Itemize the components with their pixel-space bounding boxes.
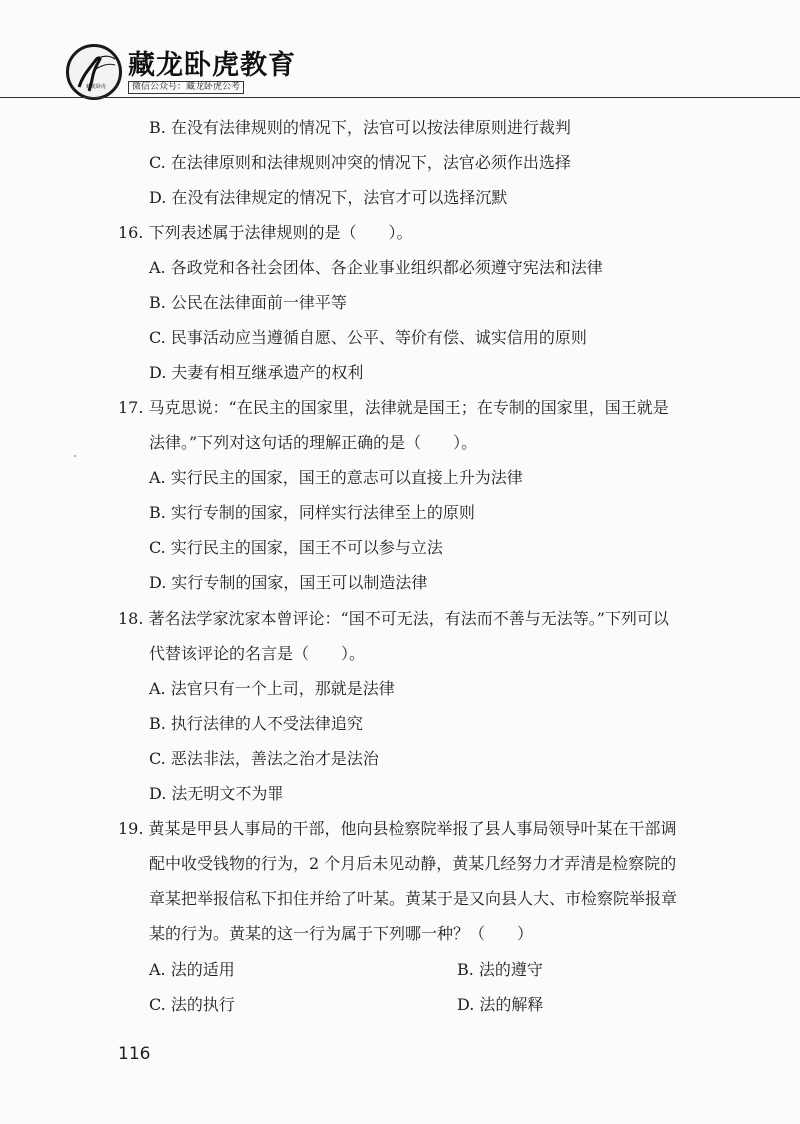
q19-option-c: C. 法的执行	[149, 995, 235, 1014]
brand-subline: 微信公众号：藏龙卧虎公考	[128, 81, 244, 94]
q19-stem-line2: 配中收受钱物的行为，2 个月后未见动静，黄某几经努力才弄清是检察院的	[149, 854, 677, 873]
q19-option-a: A. 法的适用	[149, 960, 235, 979]
q18-stem-line2: 代替该评论的名言是（ ）。	[149, 644, 366, 663]
q19-stem-line1: 19. 黄某是甲县人事局的干部，他向县检察院举报了县人事局领导叶某在干部调	[118, 819, 677, 838]
q18-option-d: D. 法无明文不为罪	[149, 784, 284, 803]
q17-option-a: A. 实行民主的国家，国王的意志可以直接上升为法律	[149, 468, 523, 487]
q17-option-c: C. 实行民主的国家，国王不可以参与立法	[149, 538, 443, 557]
brand-title: 藏龙卧虎教育	[128, 50, 296, 81]
q15-option-c: C. 在法律原则和法律规则冲突的情况下，法官必须作出选择	[149, 153, 571, 172]
q15-option-b: B. 在没有法律规则的情况下，法官可以按法律原则进行裁判	[149, 118, 571, 137]
q18-option-a: A. 法官只有一个上司，那就是法律	[149, 679, 395, 698]
q16-option-b: B. 公民在法律面前一律平等	[149, 293, 347, 312]
q16-option-a: A. 各政党和各社会团体、各企业事业组织都必须遵守宪法和法律	[149, 258, 603, 277]
q17-option-b: B. 实行专制的国家，同样实行法律至上的原则	[149, 503, 475, 522]
q16-stem: 16. 下列表述属于法律规则的是（ ）。	[118, 223, 413, 242]
q19-stem-line3: 章某把举报信私下扣住并给了叶某。黄某于是又向县人大、市检察院举报章	[149, 889, 678, 908]
header-divider	[0, 97, 800, 98]
q17-stem-line1: 17. 马克思说：“在民主的国家里，法律就是国王；在专制的国家里，国王就是	[118, 398, 669, 417]
q19-option-b: B. 法的遵守	[457, 960, 543, 979]
q18-stem-line1: 18. 著名法学家沈家本曾评论：“国不可无法，有法而不善与无法等。”下列可以	[118, 609, 669, 628]
q15-option-d: D. 在没有法律规定的情况下，法官才可以选择沉默	[149, 188, 508, 207]
logo-caption: 藏龙卧虎	[85, 84, 106, 90]
brand-logo	[66, 44, 122, 100]
page-header	[0, 0, 800, 100]
q18-option-c: C. 恶法非法，善法之治才是法治	[149, 749, 379, 768]
q19-option-d: D. 法的解释	[457, 995, 544, 1014]
q16-option-c: C. 民事活动应当遵循自愿、公平、等价有偿、诚实信用的原则	[149, 328, 587, 347]
q19-stem-line4: 某的行为。黄某的这一行为属于下列哪一种？（ ）	[149, 924, 534, 943]
q16-option-d: D. 夫妻有相互继承遗产的权利	[149, 363, 364, 382]
q17-stem-line2: 法律。”下列对这句话的理解正确的是（ ）。	[149, 433, 478, 452]
scan-speck	[74, 455, 76, 457]
q17-option-d: D. 实行专制的国家，国王可以制造法律	[149, 573, 428, 592]
q18-option-b: B. 执行法律的人不受法律追究	[149, 714, 363, 733]
page-number: 116	[118, 1044, 151, 1064]
